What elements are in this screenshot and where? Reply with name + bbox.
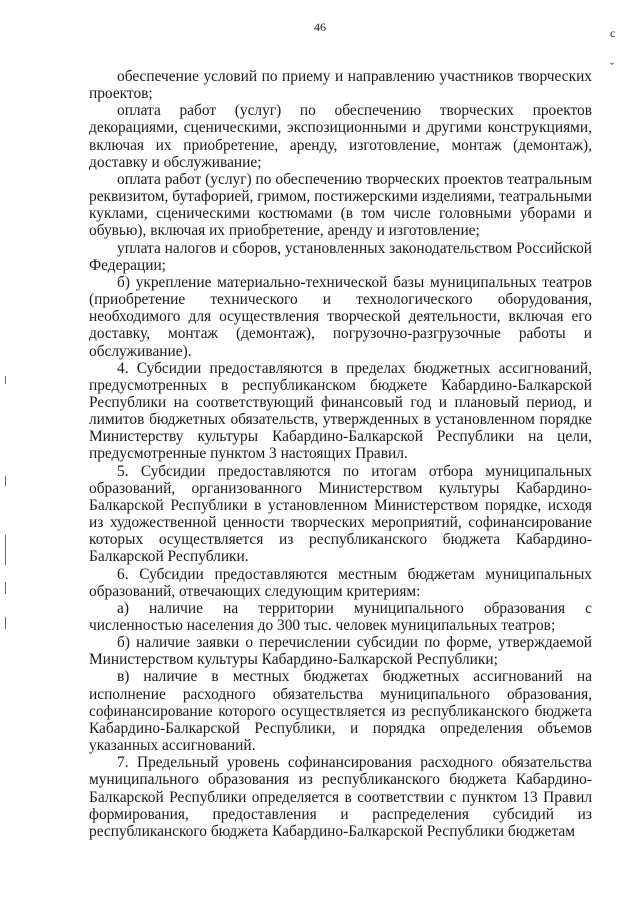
paragraph: уплата налогов и сборов, установленных законодательством Российской Федерации; xyxy=(89,239,592,274)
scan-edge-mark xyxy=(5,582,6,594)
paragraph: б) укрепление материально-технической базы муниципальных театров (приобретение технического и технологического оборудования, необходимого для осуществления творческой деятельности, включая его доставку, монтаж (демонтаж), погрузочно-разгрузочные работы и обслуживание). xyxy=(89,273,592,360)
margin-mark: ˇ xyxy=(610,60,614,74)
scan-edge-mark xyxy=(5,535,6,565)
document-body xyxy=(89,68,592,840)
page-number: 46 xyxy=(314,20,326,34)
margin-mark: с xyxy=(610,26,616,40)
paragraph: в) наличие в местных бюджетах бюджетных ассигнований на исполнение расходного обязательства муниципального образования, софинансирование которого осуществляется из республиканского бюджета Кабардино-Балкарской Республики, и порядка определения объемов указанных ассигнований. xyxy=(89,668,592,755)
paragraph: оплата работ (услуг) по обеспечению творческих проектов декорациями, сценическими, экспозиционными и другими конструкциями, включая их приобретение, аренду, изготовление, монтаж (демонтаж), доставку и обслуживание; xyxy=(89,102,592,171)
scan-edge-mark xyxy=(5,617,6,629)
paragraph: 7. Предельный уровень софинансирования расходного обязательства муниципального образования из республиканского бюджета Кабардино-Балкарской Республики определяется в соответствии с пунктом 13 Правил формирования, предоставления и распределения субсидий из республиканского бюджета Кабардино-Балкарской Республики бюджетам xyxy=(89,754,592,840)
paragraph: оплата работ (услуг) по обеспечению творческих проектов театральным реквизитом, бутафорией, гримом, постижерскими изделиями, театральными куклами, сценическими костюмами (в том числе головными уборами и обувью), включая их приобретение, аренду и изготовление; xyxy=(89,170,592,240)
paragraph: 5. Субсидии предоставляются по итогам отбора муниципальных образований, организованного Министерством культуры Кабардино-Балкарской Республики в установленном Министерством порядке, исходя из художественной ценности творческих мероприятий, софинансирование которых осуществляется из республиканского бюджета Кабардино-Балкарской Республики. xyxy=(89,462,592,566)
paragraph: б) наличие заявки о перечислении субсидии по форме, утверждаемой Министерством культуры Кабардино-Балкарской Республики; xyxy=(89,634,592,669)
paragraph: обеспечение условий по приему и направлению участников творческих проектов; xyxy=(89,68,592,103)
paragraph: 4. Субсидии предоставляются в пределах бюджетных ассигнований, предусмотренных в республиканском бюджете Кабардино-Балкарской Республики на соответствующий финансовый год и плановый период, и лимитов бюджетных обязательств, утвержденных в установленном порядке Министерству культуры Кабардино-Балкарской Республики на цели, предусмотренные пунктом 3 настоящих Правил. xyxy=(89,359,592,463)
scan-edge-mark xyxy=(5,376,6,384)
scan-edge-mark xyxy=(5,476,6,486)
paragraph: 6. Субсидии предоставляются местным бюджетам муниципальных образований, отвечающих следующим критериям: xyxy=(89,565,592,600)
paragraph: а) наличие на территории муниципального образования с численностью населения до 300 тыс. человек муниципальных театров; xyxy=(89,599,592,634)
